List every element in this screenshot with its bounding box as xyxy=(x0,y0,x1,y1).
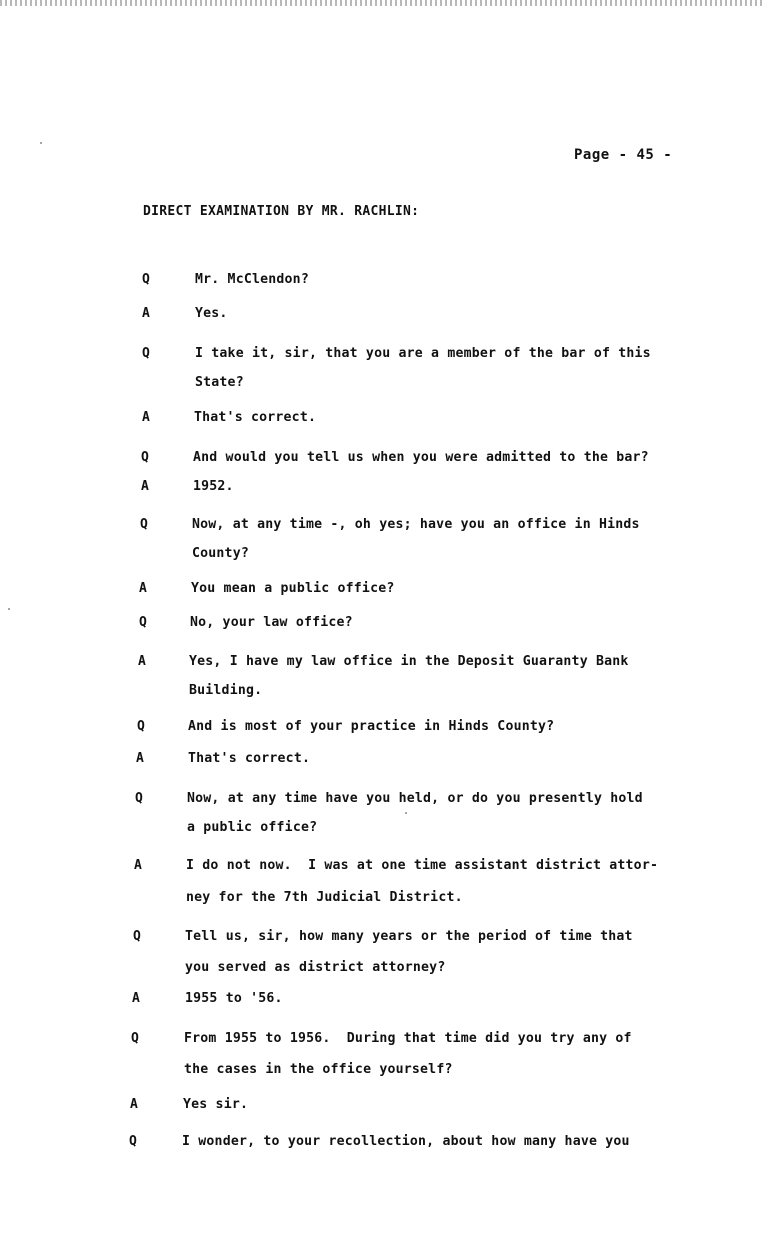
answer-text-line: Building. xyxy=(189,683,263,698)
question-text-line: a public office? xyxy=(187,820,318,835)
answer-text-line: I do not now. I was at one time assistant district attor- xyxy=(186,858,659,873)
question-marker: Q xyxy=(137,719,145,734)
question-text-line: County? xyxy=(192,546,249,561)
examination-heading: DIRECT EXAMINATION BY MR. RACHLIN: xyxy=(143,204,420,219)
question-marker: Q xyxy=(139,615,147,630)
question-marker: Q xyxy=(140,517,148,532)
answer-marker: A xyxy=(134,858,142,873)
question-text-line: I take it, sir, that you are a member of the bar of this xyxy=(195,346,651,361)
answer-marker: A xyxy=(132,991,140,1006)
question-marker: Q xyxy=(142,346,150,361)
answer-text-line: 1952. xyxy=(193,479,234,494)
answer-text-line: That's correct. xyxy=(188,751,311,766)
answer-marker: A xyxy=(138,654,146,669)
answer-text-line: Yes sir. xyxy=(183,1097,249,1112)
answer-text-line: Yes, I have my law office in the Deposit Guaranty Bank xyxy=(189,654,629,669)
answer-marker: A xyxy=(130,1097,138,1112)
scan-speck xyxy=(40,142,42,144)
scan-speck xyxy=(405,812,407,814)
question-text-line: the cases in the office yourself? xyxy=(184,1062,453,1077)
question-text-line: And would you tell us when you were admitted to the bar? xyxy=(193,450,649,465)
scan-speck xyxy=(8,608,10,610)
answer-text-line: You mean a public office? xyxy=(191,581,395,596)
question-marker: Q xyxy=(131,1031,139,1046)
question-text-line: you served as district attorney? xyxy=(185,960,446,975)
page-number: Page - 45 - xyxy=(574,147,673,163)
question-text-line: Mr. McClendon? xyxy=(195,272,309,287)
question-marker: Q xyxy=(133,929,141,944)
question-text-line: I wonder, to your recollection, about how many have you xyxy=(182,1134,630,1149)
question-marker: Q xyxy=(142,272,150,287)
question-text-line: No, your law office? xyxy=(190,615,353,630)
question-text-line: Tell us, sir, how many years or the period of time that xyxy=(185,929,633,944)
answer-text-line: 1955 to '56. xyxy=(185,991,283,1006)
question-text-line: Now, at any time have you held, or do you presently hold xyxy=(187,791,643,806)
answer-text-line: That's correct. xyxy=(194,410,317,425)
question-text-line: State? xyxy=(195,375,244,390)
scan-edge-artifact xyxy=(0,0,763,6)
answer-marker: A xyxy=(142,410,150,425)
question-text-line: Now, at any time -, oh yes; have you an office in Hinds xyxy=(192,517,640,532)
answer-marker: A xyxy=(141,479,149,494)
answer-marker: A xyxy=(136,751,144,766)
answer-text-line: ney for the 7th Judicial District. xyxy=(186,890,463,905)
answer-text-line: Yes. xyxy=(195,306,228,321)
answer-marker: A xyxy=(142,306,150,321)
question-marker: Q xyxy=(135,791,143,806)
question-text-line: From 1955 to 1956. During that time did you try any of xyxy=(184,1031,632,1046)
question-marker: Q xyxy=(141,450,149,465)
answer-marker: A xyxy=(139,581,147,596)
question-marker: Q xyxy=(129,1134,137,1149)
question-text-line: And is most of your practice in Hinds County? xyxy=(188,719,555,734)
